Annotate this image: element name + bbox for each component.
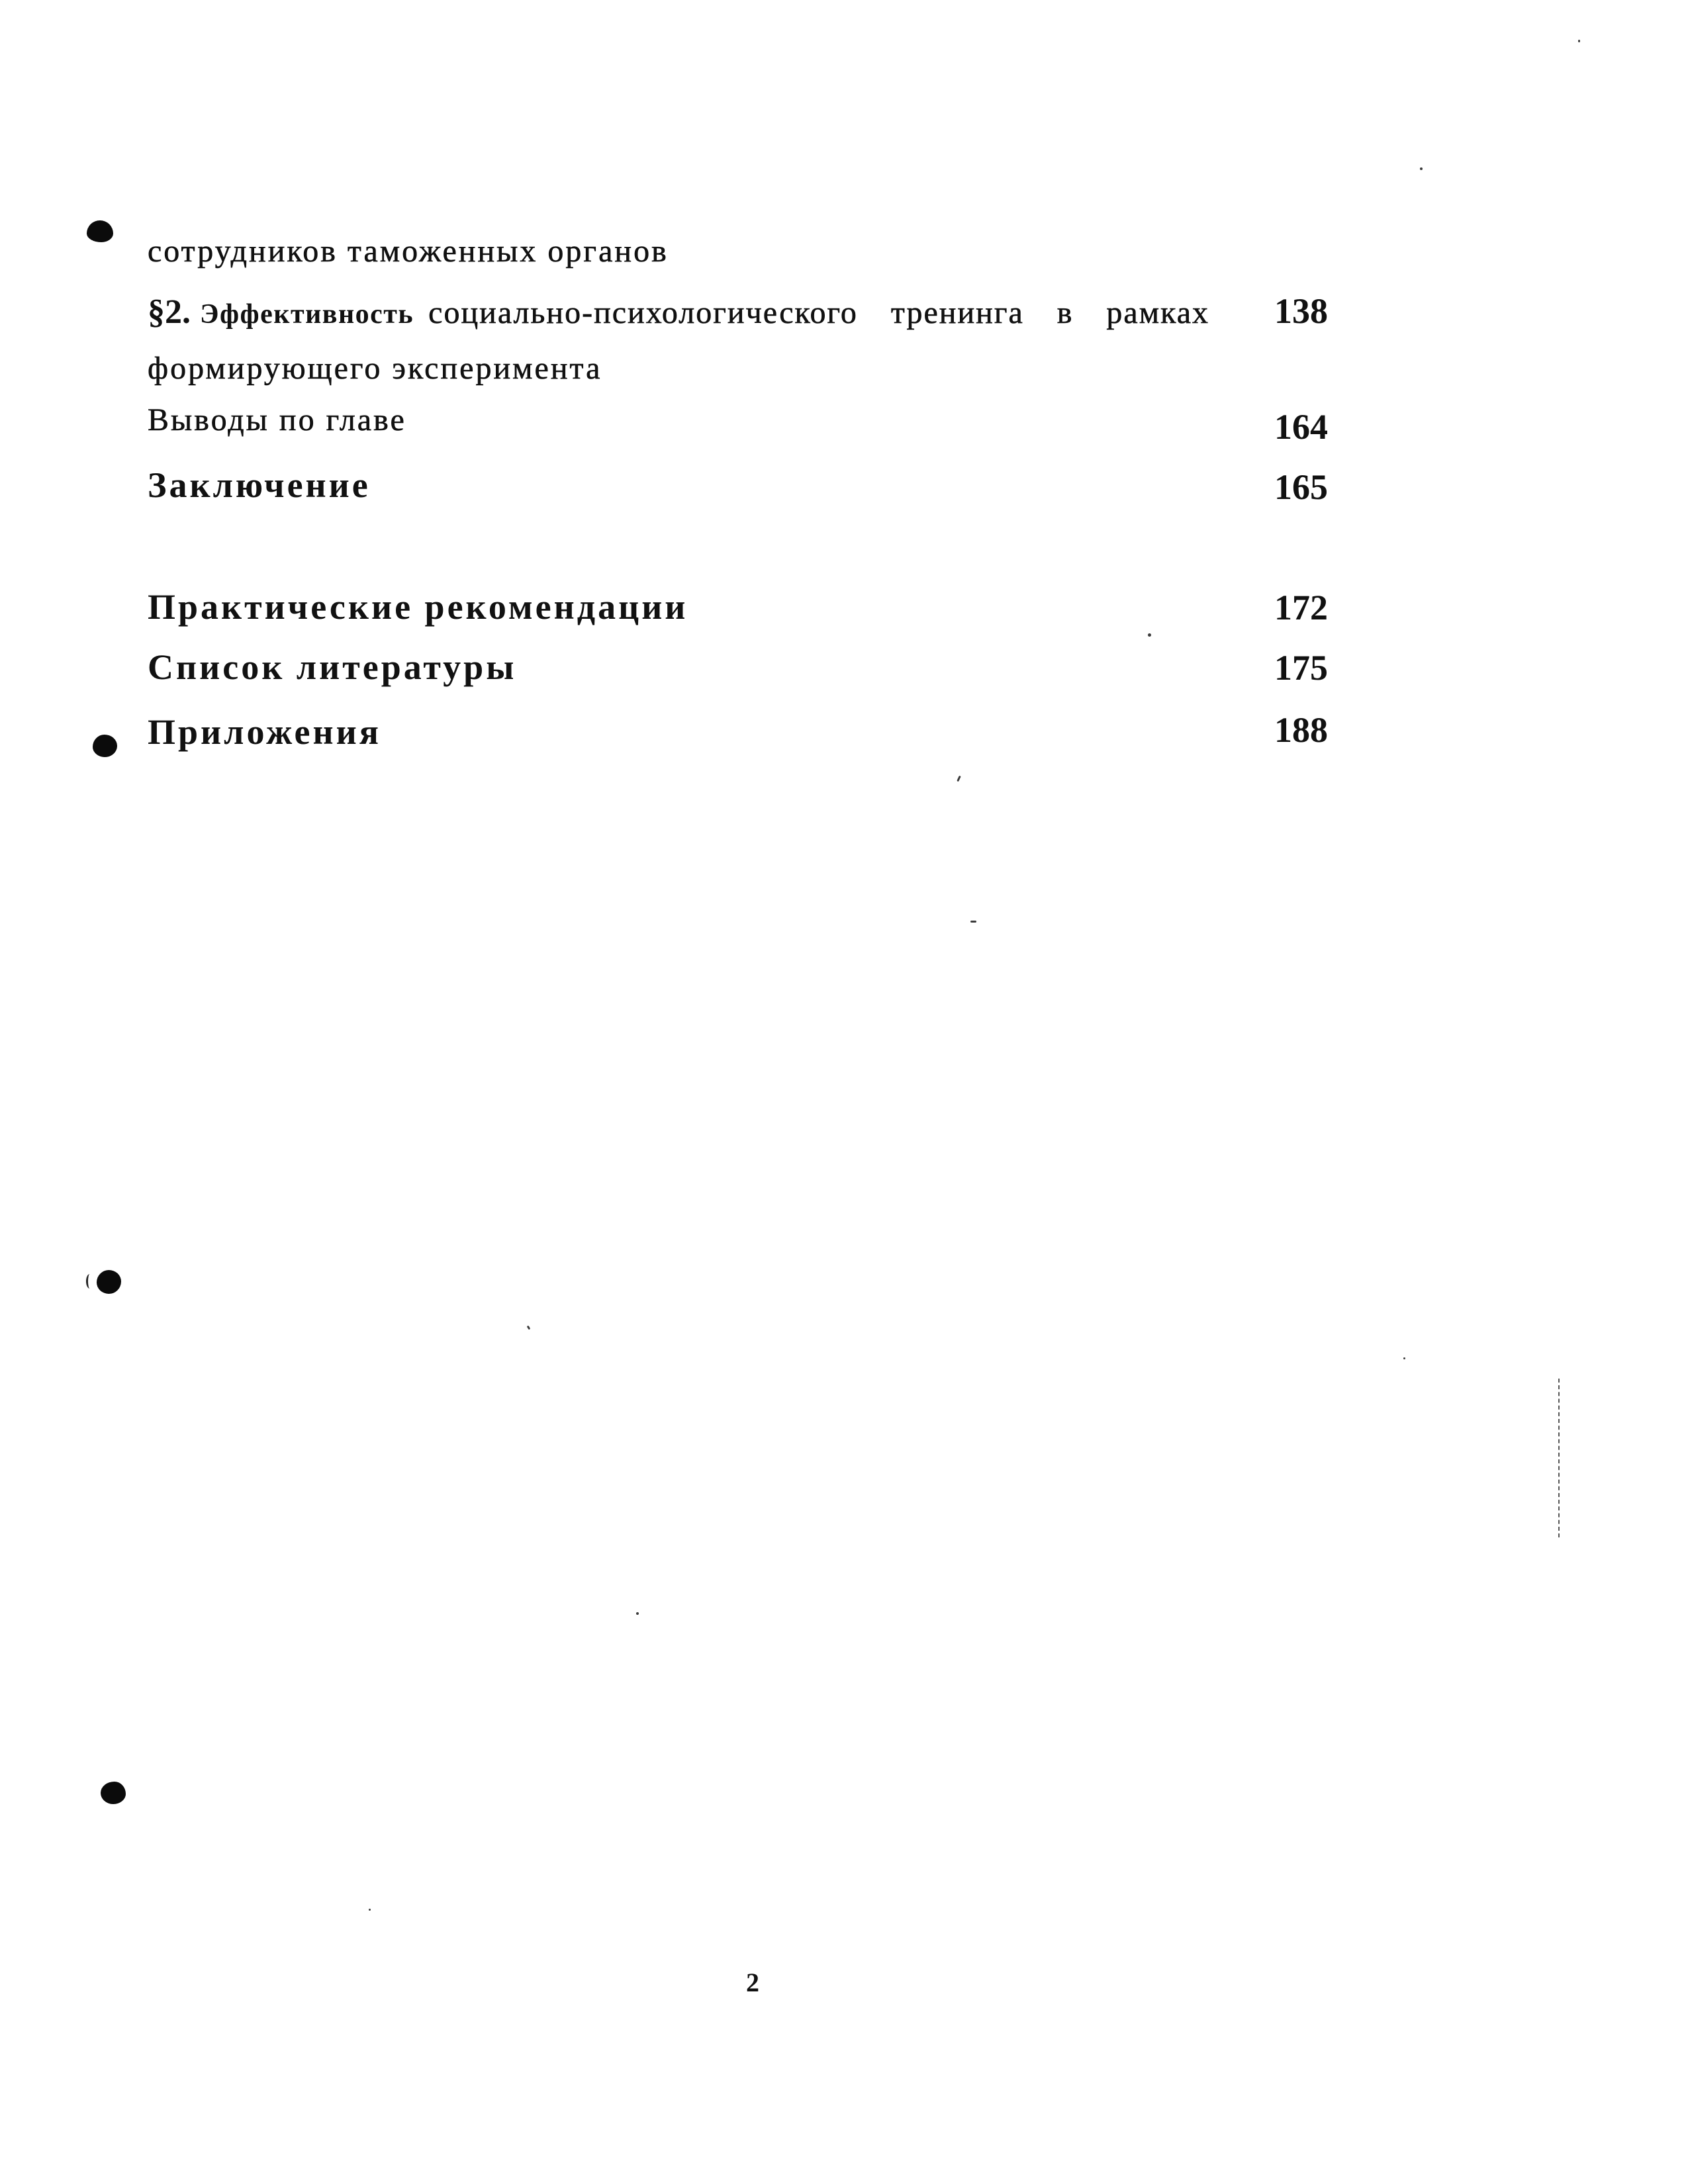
toc-entry-text: формирующего эксперимента [148,351,602,386]
toc-entry-chapter-conclusions [148,404,406,436]
punch-hole-mark [97,1270,121,1294]
toc-entry-text: сотрудников таможенных органов [148,234,669,269]
punch-hole-mark [101,1782,126,1804]
toc-entry-text: Заключение [148,465,371,505]
page-number: 2 [746,1968,759,1997]
punch-hole-mark [93,735,117,757]
scan-speck [1578,40,1580,42]
scan-speck [1403,1357,1405,1359]
scan-speck [957,776,961,782]
toc-entry-appendices [148,714,381,750]
toc-page-number: 165 [1274,467,1328,507]
toc-entry-continuation [148,236,669,267]
toc-entry-references [148,649,516,685]
toc-entry-continuation [148,353,602,385]
section-number: §2. [148,293,191,331]
toc-page-number: 164 [1274,407,1328,447]
scan-artifact-line [1558,1379,1560,1537]
scan-mark [86,1274,93,1289]
toc-page-number: 138 [1274,291,1328,331]
scan-speck [1420,167,1423,170]
toc-page-number: 172 [1274,588,1328,627]
section-title-text: социально-психологического тренинга в рамках [428,295,1209,330]
toc-entry-conclusion [148,467,371,503]
toc-entry-text: Практические рекомендации [148,587,688,627]
toc-entry-recommendations [148,589,688,625]
toc-page-number: 188 [1274,710,1328,750]
scan-speck [527,1326,531,1330]
punch-hole-mark [87,220,113,242]
toc-entry-text: Выводы по главе [148,402,406,437]
toc-entry-section-2 [148,295,1209,330]
toc-entry-text: Приложения [148,712,381,752]
toc-entry-text: Список литературы [148,647,517,687]
scan-speck [1148,633,1151,637]
scan-speck [369,1909,371,1911]
section-title-lead: Эффективность [200,299,414,330]
scan-speck [970,921,976,923]
scan-speck [636,1612,639,1615]
toc-page-number: 175 [1274,648,1328,688]
